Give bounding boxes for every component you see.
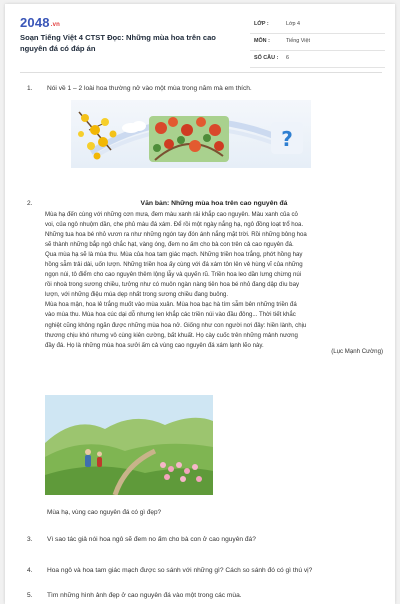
question-text-4: Hoa ngô và hoa tam giác mạch được so sánh với những gì? Cách so sánh đó có gì thú vị? [47,567,313,574]
flowers-illustration [71,100,311,168]
question-mark-icon [271,122,303,154]
question-number-2: 2. [27,200,33,207]
svg-text:?: ? [281,127,293,151]
meta-row-subject: MÔN : Tiếng Việt [250,34,385,51]
question-number-1: 1. [27,85,33,92]
question-text-3: Vì sao tác giả nói hoa ngô sẽ đem no ấm cho bà con ở cao nguyên đá? [47,536,256,543]
passage-body: Mùa hạ đến cùng với những cơn mưa, đem màu xanh rải khắp cao nguyên. Màu xanh của cỏ voi, của ngô nhuộm dần, che phủ màu đá xám. Để rồi một ngày nắng hạ, ngô đồng loạt trổ hoa. Những tua hoa bé nhỏ vươn ra như những ngón tay đón ánh nắng mặt trời. Rồi những bông hoa sẽ thành những bắp ngô chắc hạt, vàng óng, đem no ấm cho bà con trên cả cao nguyên đá. Qua mùa hạ sẽ là mùa thu. Mùa của hoa tam giác mạch. Những triền hoa trắng, phớt hồng hay hồng sẫm trải dài, uốn lượn. Những triền hoa ấy cùng với đá xám tôn lên vẻ hùng vĩ của những ngọn núi, tô điểm cho cao nguyên thêm lộng lẫy và quyến rũ. Triền hoa leo dần lưng chừng núi rồi nhoà trong sương chiều, tưởng như có muôn ngàn nàng tiên hoa bé nhỏ đang dập dìu bay lượn, với những điệu múa dẹp nhất trong sương chiều đang buông. Mùa hoa mận, hoa lê trắng muốt vào mùa xuân. Mùa hoa bạc hà tím sẫm bên những triền đá vào mùa thu. Mùa hoa cúc dại dỗ nhưng len khắp các triền núi vào đầu đông... Thời tiết khắc nghiệt cũng không ngăn được những mùa hoa nở. Giống như con người nơi đây: hiền lành, chịu thương chịu khó nhưng vô cùng kiên cường, bất khuất. Họ cày cuốc trên những mảnh nương đầy đá. Họ là những mùa hoa sưởi ấm cả vùng cao nguyên đá xám lạnh lẽo này. [45,211,307,349]
site-logo[interactable]: 2048.vn [20,15,61,30]
page-header [5,4,395,66]
meta-row-grade: LỚP : Lớp 4 [250,17,385,34]
highland-illustration [45,395,213,495]
question-text-5: Tìm những hình ảnh đẹp ở cao nguyên đá vào một trong các mùa. [47,592,242,599]
document-page [5,4,395,604]
question-number-4: 4. [27,567,33,574]
passage-title: Văn bản: Những mùa hoa trên cao nguyên đá [140,200,288,207]
image-caption: Mùa hạ, vùng cao nguyên đá có gì đẹp? [47,509,162,516]
question-number-5: 5. [27,592,33,599]
document-title: Soạn Tiếng Việt 4 CTST Đọc: Những mùa hoa trên cao nguyên đá có đáp án [20,33,216,53]
meta-table [250,17,385,68]
meta-row-count: SỐ CÂU : 6 [250,51,385,68]
question-text-1: Nói về 1 – 2 loài hoa thường nở vào một mùa trong năm mà em thích. [47,85,252,92]
passage-author: (Lục Mạnh Cường) [331,348,383,355]
flame-tree-icon [149,116,229,162]
header-divider [20,72,382,73]
question-number-3: 3. [27,536,33,543]
